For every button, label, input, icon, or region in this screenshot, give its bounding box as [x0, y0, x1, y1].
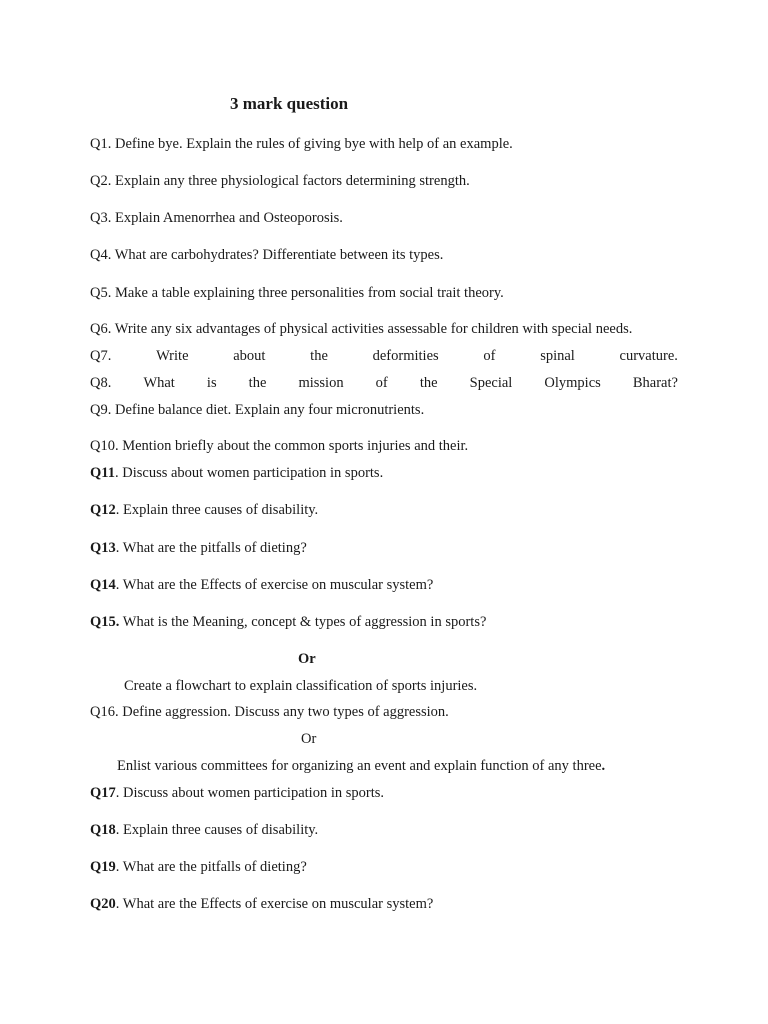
q7-word: of [483, 348, 496, 364]
question-5: Q5. Make a table explaining three personalities from social trait theory. [90, 285, 504, 301]
question-4: Q4. What are carbohydrates? Differentiate between its types. [90, 247, 444, 263]
question-16: Q16. Define aggression. Discuss any two types of aggression. [90, 704, 449, 720]
q8-word: Olympics [544, 375, 601, 391]
question-8 [90, 374, 678, 392]
question-15-alternative: Create a flowchart to explain classification of sports injuries. [124, 678, 478, 694]
question-number: Q12 [90, 502, 116, 518]
q8-word: the [419, 375, 438, 391]
question-13 [90, 539, 307, 557]
q7-word: deformities [372, 348, 439, 364]
question-6: Q6. Write any six advantages of physical activities assessable for children with special needs. [90, 321, 633, 337]
question-number: Q17 [90, 785, 116, 801]
question-number: Q20 [90, 896, 116, 912]
question-1: Q1. Define bye. Explain the rules of giving bye with help of an example. [90, 136, 513, 152]
or-separator: Or [301, 731, 317, 747]
question-2: Q2. Explain any three physiological factors determining strength. [90, 173, 470, 189]
q7-word: Write [156, 348, 189, 364]
question-16-alternative [117, 757, 605, 775]
page-title: 3 mark question [230, 94, 349, 113]
question-text: What is the Meaning, concept & types of aggression in sports? [119, 614, 487, 630]
question-text: . What are the pitfalls of dieting? [115, 859, 307, 875]
q7-word: the [310, 348, 328, 364]
q8-word: Special [469, 375, 513, 391]
q8-word: What [143, 375, 175, 391]
q8-word: Q8. [90, 375, 112, 391]
question-12 [90, 501, 318, 519]
question-18 [90, 821, 318, 839]
q8-word: Bharat? [632, 375, 678, 391]
question-text: . Discuss about women participation in sports. [114, 465, 384, 481]
alternative-text: Enlist various committees for organizing an event and explain function of any three [117, 758, 602, 774]
question-number: Q13 [90, 540, 116, 556]
question-17 [90, 784, 384, 802]
question-19 [90, 858, 307, 876]
q7-word: spinal [540, 348, 575, 364]
q7-word: about [233, 348, 266, 364]
question-10: Q10. Mention briefly about the common sports injuries and their. [90, 438, 469, 454]
alternative-end: . [601, 758, 606, 774]
q8-word: of [375, 375, 388, 391]
question-9: Q9. Define balance diet. Explain any four micronutrients. [90, 402, 425, 418]
q8-word: mission [298, 375, 344, 391]
question-number: Q11 [90, 465, 115, 481]
q8-word: is [206, 375, 217, 391]
question-text: . Discuss about women participation in sports. [115, 785, 384, 801]
q7-word: curvature. [619, 348, 678, 364]
or-separator: Or [298, 651, 316, 667]
question-text: . What are the pitfalls of dieting? [115, 540, 307, 556]
question-14 [90, 576, 433, 594]
question-text: . What are the Effects of exercise on muscular system? [115, 896, 434, 912]
question-number: Q19 [90, 859, 116, 875]
question-number: Q18 [90, 822, 116, 838]
q7-word: Q7. [90, 348, 112, 364]
question-15 [90, 613, 486, 631]
question-7 [90, 347, 678, 365]
question-20 [90, 895, 433, 913]
question-text: . Explain three causes of disability. [115, 502, 319, 518]
question-3: Q3. Explain Amenorrhea and Osteoporosis. [90, 210, 343, 226]
question-text: . What are the Effects of exercise on muscular system? [115, 577, 434, 593]
q8-word: the [248, 375, 267, 391]
question-number: Q14 [90, 577, 116, 593]
question-text: . Explain three causes of disability. [115, 822, 319, 838]
question-number: Q15. [90, 614, 120, 630]
question-11 [90, 464, 383, 482]
